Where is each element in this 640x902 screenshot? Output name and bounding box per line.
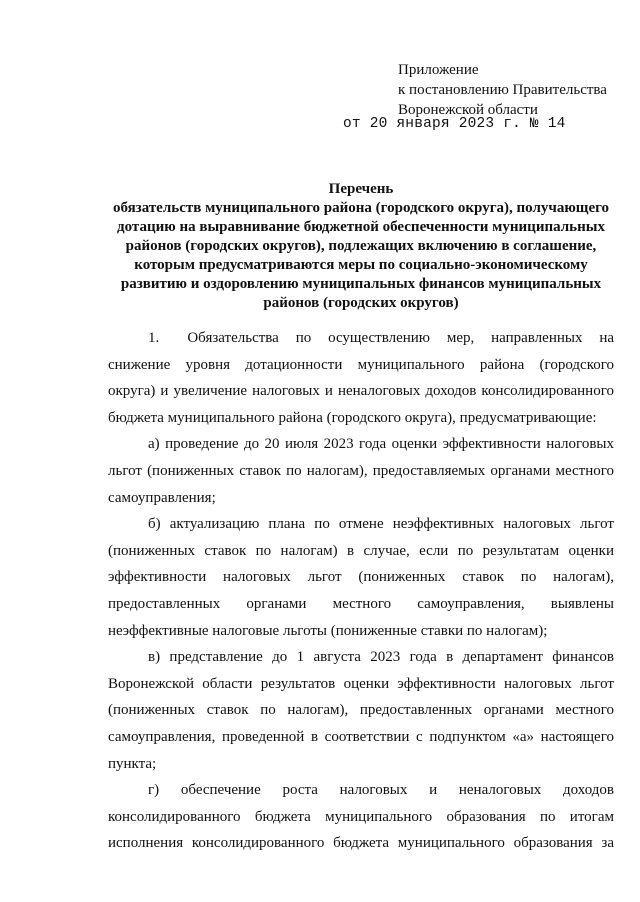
paragraph-line: пункта; [108,755,157,772]
appendix-line-2: к постановлению Правительства [398,82,607,98]
title-line: районов (городских округов), подлежащих включению в соглашение, [125,238,597,254]
paragraph-line: предоставленных органами местного самоуправления, выявлены [108,595,614,612]
appendix-line-1: Приложение [398,62,479,78]
document-body [108,325,614,857]
paragraph-line: б) актуализацию плана по отмене неэффективных налоговых льгот [148,516,614,533]
paragraph-line: Воронежской области результатов оценки эффективности налоговых льгот [108,675,614,692]
paragraph-line: (пониженных ставок по налогам) в случае, если по результатам оценки [108,542,614,559]
title-line: дотацию на выравнивание бюджетной обеспеченности муниципальных [117,219,605,235]
title-line: районов (городских округов) [263,295,459,311]
appendix-block [398,60,607,120]
paragraph-line: исполнения консолидированного бюджета муниципального образования за [108,835,614,852]
paragraph-line: консолидированного бюджета муниципального образования по итогам [108,808,614,825]
document-title [108,180,614,313]
paragraph-line: 1. Обязательства по осуществлению мер, направленных на [148,330,614,346]
paragraph-line: бюджета муниципального района (городского округа), предусматривающие: [108,409,597,426]
paragraph-line: а) проведение до 20 июля 2023 года оценки эффективности налоговых [148,436,614,453]
paragraph-line: эффективности налоговых льгот (пониженных ставок по налогам), [108,569,614,586]
paragraph-line: самоуправления, проведенной в соответствии с подпунктом «а» настоящего [108,728,614,745]
paragraph-line: округа) и увеличение налоговых и неналоговых доходов консолидированного [108,383,614,400]
title-line: обязательств муниципального района (городского округа), получающего [112,200,610,216]
paragraph-line: снижение уровня дотационности муниципального района (городского [108,356,614,373]
title-line: развитию и оздоровлению муниципальных финансов муниципальных [120,276,602,292]
decree-date-number: от 20 января 2023 г. № 14 [343,116,566,132]
paragraph-line: льгот (пониженных ставок по налогам), предоставляемых органами местного [108,462,614,479]
paragraph-line: в) представление до 1 августа 2023 года в департамент финансов [148,649,614,666]
paragraph-line: г) обеспечение роста налоговых и неналоговых доходов [148,782,614,799]
paragraph-line: самоуправления; [108,489,216,506]
title-heading: Перечень [328,181,394,197]
title-line: которым предусматриваются меры по социально-экономическому [134,257,588,273]
appendix-line-3: Воронежской области [398,102,538,118]
paragraph-line: (пониженных ставок по налогам), предоставленных органами местного [108,702,614,719]
paragraph-line: неэффективные налоговые льготы (пониженные ставки по налогам); [108,622,548,639]
